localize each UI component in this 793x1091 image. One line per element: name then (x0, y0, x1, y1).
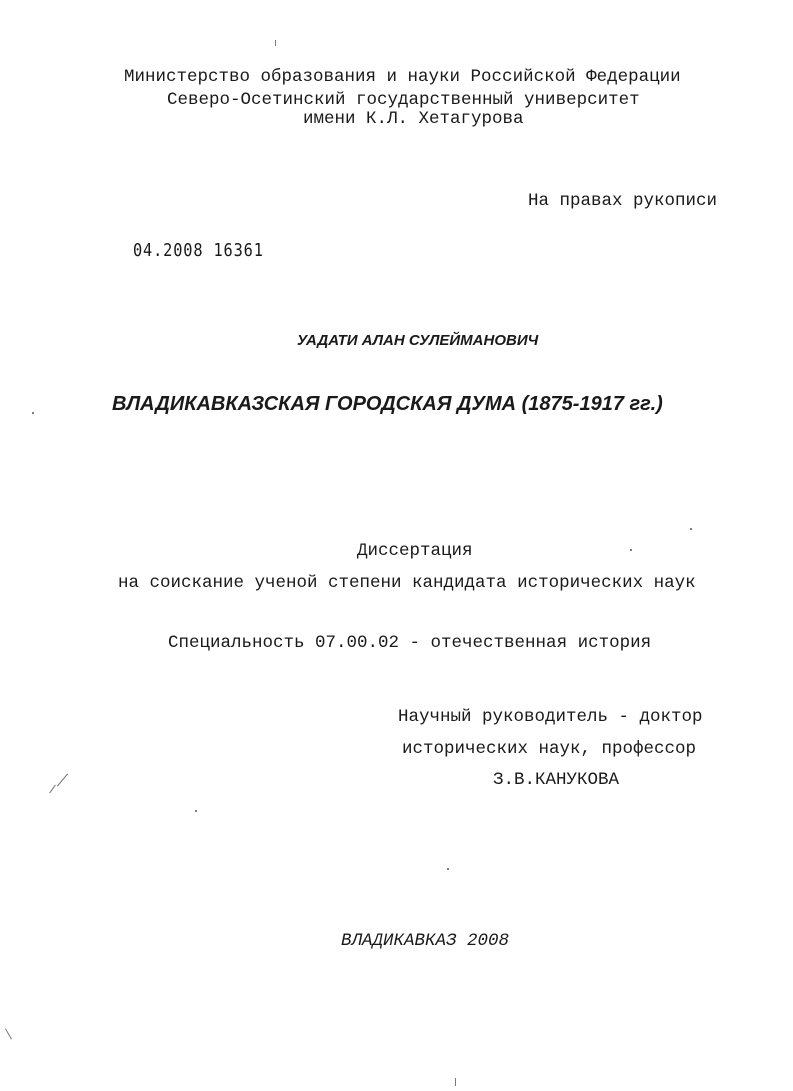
scan-speck (5, 1029, 12, 1040)
scan-speck (49, 785, 56, 794)
scan-speck (630, 549, 632, 551)
author-name: УАДАТИ АЛАН СУЛЕЙМАНОВИЧ (297, 332, 539, 349)
ministry-line: Министерство образования и науки Российской Федерации (124, 67, 681, 87)
scan-speck (195, 810, 197, 812)
scan-speck (57, 774, 68, 787)
degree-line: на соискание ученой степени кандидата исторических наук (118, 573, 696, 593)
scan-speck (32, 412, 34, 414)
supervisor-name: З.В.КАНУКОВА (493, 770, 620, 790)
supervisor-line-1: Научный руководитель - доктор (398, 707, 703, 727)
scan-speck (455, 1078, 456, 1086)
scan-speck (275, 40, 276, 46)
supervisor-line-2: исторических наук, профессор (402, 739, 697, 759)
dissertation-title: ВЛАДИКАВКАЗСКАЯ ГОРОДСКАЯ ДУМА (1875-1917 гг.) (112, 393, 663, 415)
city-year: ВЛАДИКАВКАЗ 2008 (341, 931, 510, 951)
specialty-line: Специальность 07.00.02 - отечественная история (168, 633, 652, 653)
scan-speck (447, 868, 449, 870)
dissertation-label: Диссертация (357, 541, 473, 561)
university-name-line: имени К.Л. Хетагурова (303, 109, 524, 129)
university-line: Северо-Осетинский государственный университет (167, 90, 640, 110)
manuscript-note: На правах рукописи (528, 191, 718, 211)
catalog-number: 04.2008 16361 (133, 240, 264, 261)
scan-speck (690, 528, 692, 530)
